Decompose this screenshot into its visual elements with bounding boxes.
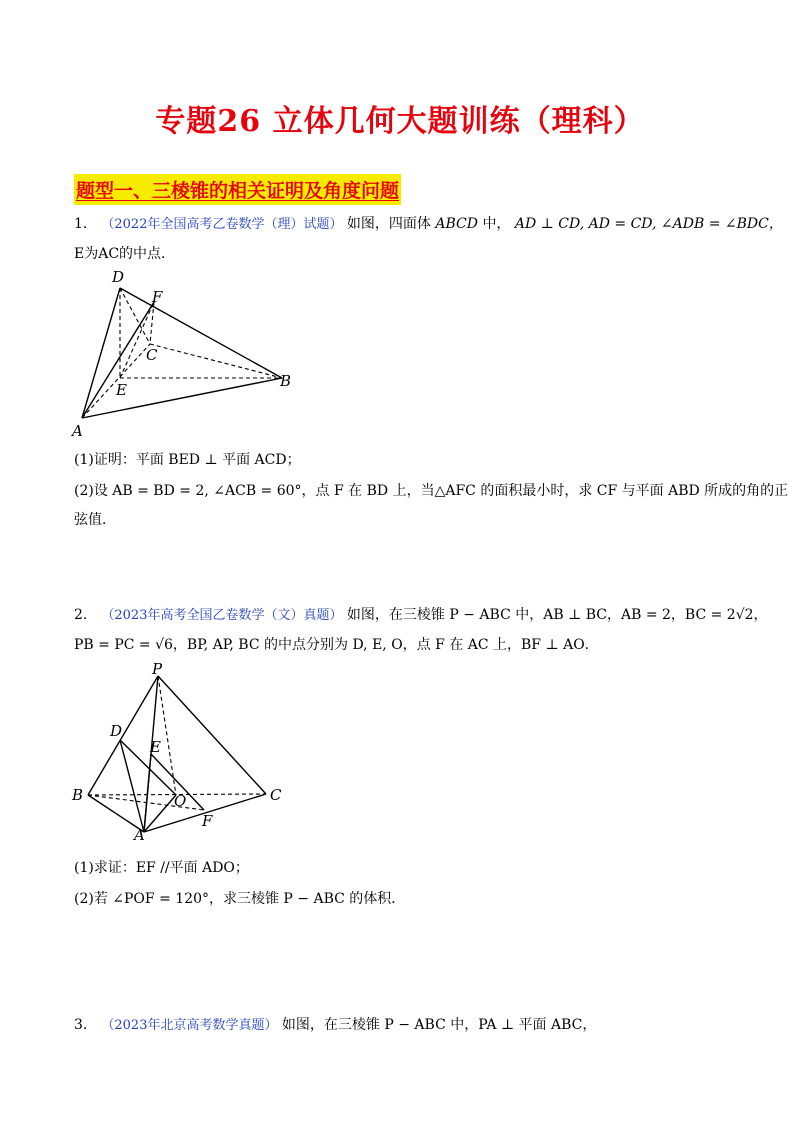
fig1-label-E: E <box>116 381 127 399</box>
problem-1-conditions: AD ⊥ CD, AD = CD, ∠ADB = ∠BDC， <box>514 216 783 232</box>
problem-2-number: 2． <box>74 607 97 623</box>
problem-1-figure <box>66 262 306 442</box>
problem-3-number: 3． <box>74 1017 97 1033</box>
problem-2-source[interactable]: （2023年高考全国乙卷数学（文）真题） <box>101 608 343 623</box>
fig2-label-C: C <box>270 786 282 804</box>
fig1-label-B: B <box>280 372 292 390</box>
problem-3-intro: 如图，在三棱锥 P − ABC 中，PA ⊥ 平面 ABC， <box>281 1017 597 1033</box>
section-heading: 题型一、三棱锥的相关证明及角度问题 <box>74 174 401 205</box>
problem-1-line-1 <box>74 213 783 233</box>
problem-1-line-2: E为AC的中点． <box>74 246 176 262</box>
problem-2-intro: 如图，在三棱锥 P − ABC 中，AB ⊥ BC，AB = 2，BC = 2√2， <box>346 607 768 623</box>
fig1-label-D: D <box>112 268 125 286</box>
problem-3-line-1 <box>74 1014 596 1034</box>
problem-1-mid: 中， <box>482 216 511 232</box>
problem-3-source[interactable]: （2023年北京高考数学真题） <box>101 1018 278 1033</box>
fig2-label-D: D <box>110 722 123 740</box>
fig2-label-E: E <box>150 738 161 756</box>
problem-2-line-1 <box>74 604 768 624</box>
problem-1-intro: 如图，四面体 <box>346 216 431 232</box>
problem-2-line-2: PB = PC = √6，BP, AP, BC 的中点分别为 D, E, O，点 F 在 AC 上，BF ⊥ AO． <box>74 637 599 653</box>
problem-1-question-2-cont: 弦值． <box>74 512 116 528</box>
fig2-label-O: O <box>174 792 187 810</box>
fig2-label-A: A <box>134 826 145 840</box>
fig2-label-F: F <box>202 812 213 830</box>
problem-1-number: 1． <box>74 216 97 232</box>
fig2-label-P: P <box>152 660 163 678</box>
fig1-label-F: F <box>152 288 163 306</box>
problem-2-question-1: (1)求证：EF //平面 ADO； <box>74 860 249 876</box>
fig1-label-C: C <box>146 346 158 364</box>
fig1-label-A: A <box>72 422 83 440</box>
problem-1-tetrahedron: ABCD <box>435 216 478 232</box>
page-title: 专题26 立体几何大题训练（理科） <box>155 104 645 139</box>
problem-1-question-1: (1)证明：平面 BED ⊥ 平面 ACD； <box>74 452 301 468</box>
problem-1-source[interactable]: （2022年全国高考乙卷数学（理）试题） <box>101 217 343 232</box>
problem-2-question-2: (2)若 ∠POF = 120°，求三棱锥 P − ABC 的体积． <box>74 891 406 907</box>
problem-1-question-2: (2)设 AB = BD = 2, ∠ACB = 60°，点 F 在 BD 上，当△AFC 的面积最小时，求 CF 与平面 ABD 所成的角的正 <box>74 483 789 499</box>
problem-2-figure <box>66 660 296 840</box>
fig2-label-B: B <box>72 786 84 804</box>
